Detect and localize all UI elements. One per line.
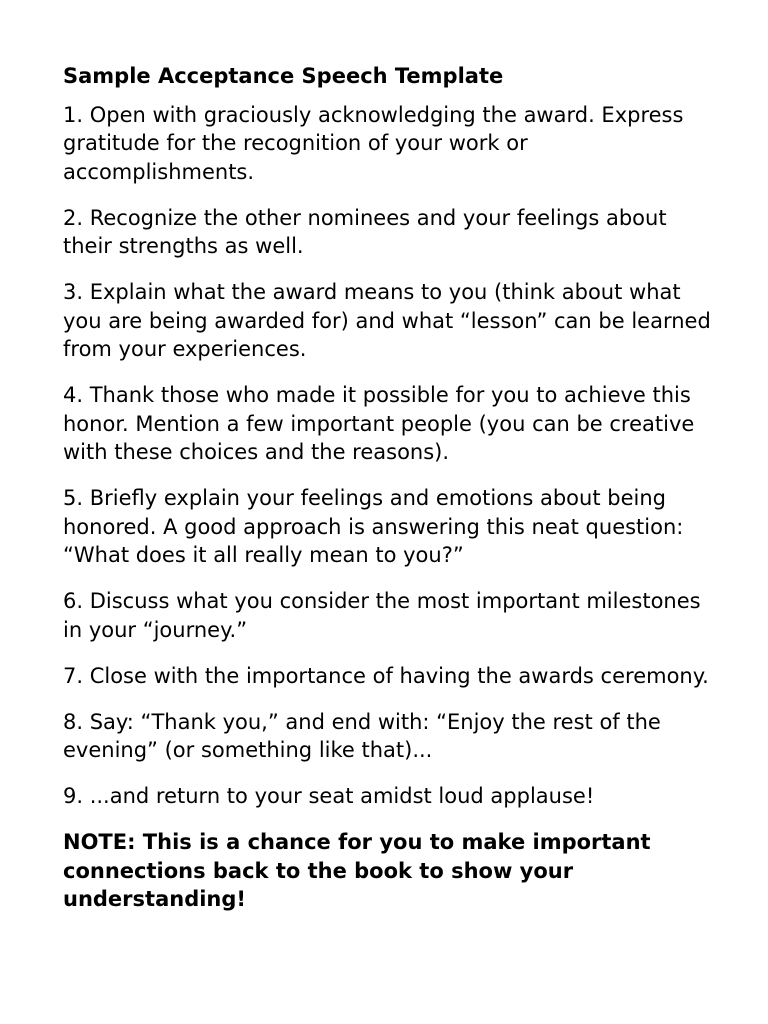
list-item: 2. Recognize the other nominees and your feelings about their strengths as well. [63,205,667,258]
note-text: NOTE: This is a chance for you to make important connections back to the book to show your understanding! [63,830,651,911]
list-item: 6. Discuss what you consider the most important milestones in your “journey.” [63,589,701,642]
list-item: 9. ...and return to your seat amidst loud applause! [63,784,595,808]
list-item: 8. Say: “Thank you,” and end with: “Enjoy the rest of the evening” (or something like that)... [63,709,661,762]
list-item: 5. Briefly explain your feelings and emotions about being honored. A good approach is answering this neat question: “What does it all really mean to you?” [63,486,684,567]
list-item: 1. Open with graciously acknowledging the award. Express gratitude for the recognition of your work or accomplishments. [63,102,684,184]
list-item: 7. Close with the importance of having the awards ceremony. [63,663,709,688]
list-item: 4. Thank those who made it possible for you to achieve this honor. Mention a few important people (you can be creative with these choices and the reasons). [63,383,695,464]
list-item: 3. Explain what the award means to you (think about what you are being awarded for) and what “lesson” can be learned from your experiences. [63,280,711,361]
document-title: Sample Acceptance Speech Template [63,64,504,88]
document-page [63,62,713,914]
